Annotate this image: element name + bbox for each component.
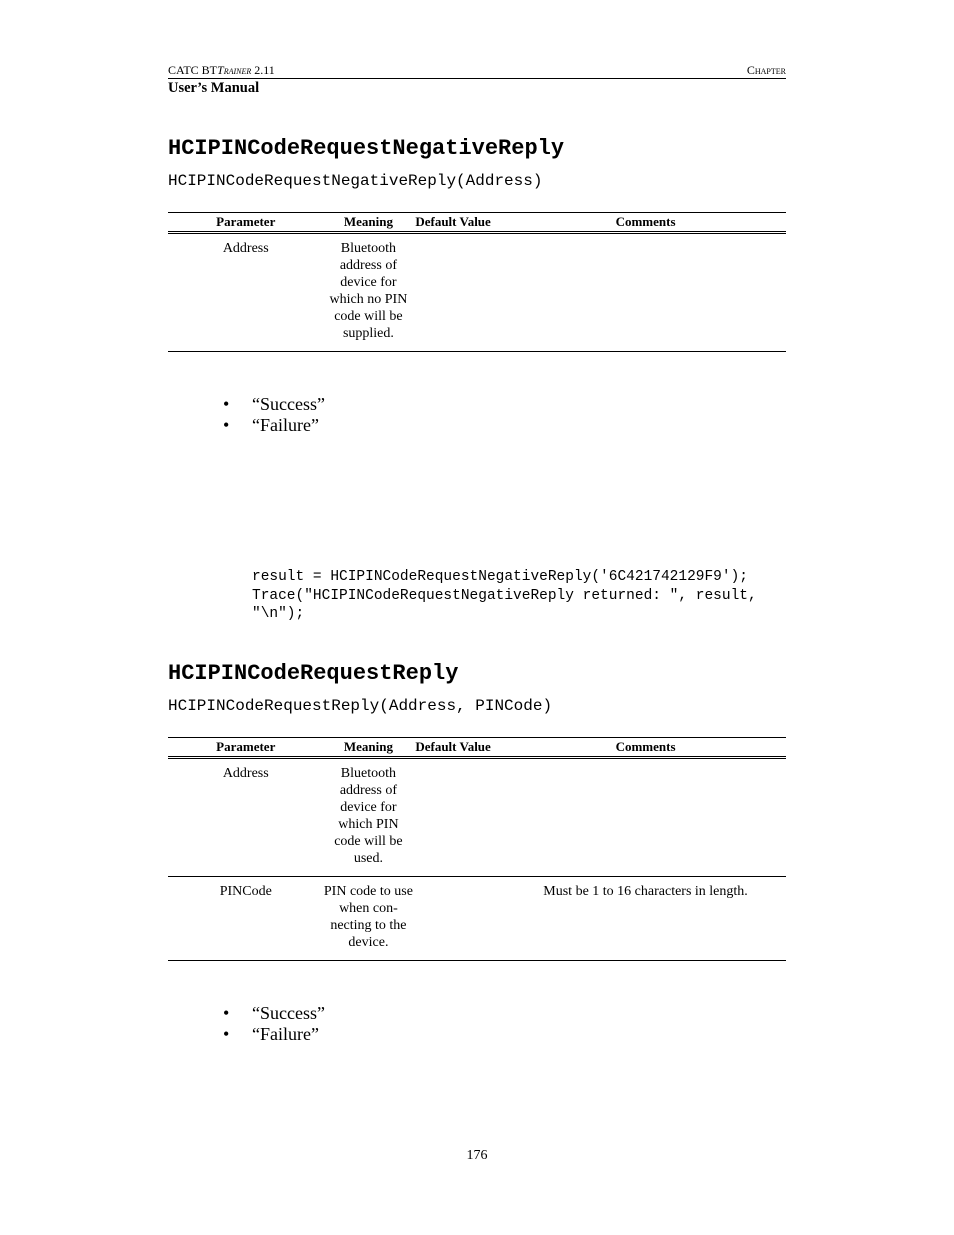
cell-comments — [505, 758, 786, 877]
table-row — [168, 758, 786, 877]
return-value: “Success” — [252, 1003, 325, 1023]
cell-meaning: PIN code to use when con-necting to the device. — [324, 877, 414, 961]
cell-comments: Must be 1 to 16 characters in length. — [505, 877, 786, 961]
bullet-icon: • — [223, 1024, 230, 1044]
header-product — [168, 63, 275, 78]
parameter-table — [168, 212, 786, 352]
header-product-prefix: CATC BT — [168, 63, 218, 77]
cell-parameter: PINCode — [168, 877, 324, 961]
cell-meaning: Bluetooth address of device for which no PIN code will be supplied. — [324, 233, 414, 352]
column-header-comments: Comments — [505, 213, 786, 233]
table-header-row — [168, 738, 786, 758]
return-value: “Success” — [252, 394, 325, 414]
column-header-parameter: Parameter — [168, 213, 324, 233]
parameter-table — [168, 737, 786, 961]
function-signature: HCIPINCodeRequestNegativeReply(Address) — [168, 172, 543, 190]
return-value: “Failure” — [252, 1024, 319, 1044]
function-signature: HCIPINCodeRequestReply(Address, PINCode) — [168, 697, 553, 715]
bullet-icon: • — [223, 415, 230, 435]
list-item — [223, 415, 325, 436]
header-manual: User’s Manual — [168, 80, 260, 96]
cell-meaning: Bluetooth address of device for which PIN code will be used. — [324, 758, 414, 877]
column-header-meaning: Meaning — [324, 738, 414, 758]
cell-default — [413, 877, 505, 961]
bullet-icon: • — [223, 1003, 230, 1023]
cell-default — [413, 233, 505, 352]
header-version: 2.11 — [254, 63, 275, 77]
header-rule — [168, 78, 786, 79]
return-values-list — [223, 1003, 325, 1045]
bullet-icon: • — [223, 394, 230, 414]
page-number: 176 — [466, 1148, 488, 1163]
section-title: HCIPINCodeRequestReply — [168, 661, 459, 686]
table-row — [168, 233, 786, 352]
return-values-list — [223, 394, 325, 436]
table-row — [168, 877, 786, 961]
column-header-comments: Comments — [505, 738, 786, 758]
cell-parameter: Address — [168, 233, 324, 352]
table-header-row — [168, 213, 786, 233]
cell-parameter: Address — [168, 758, 324, 877]
list-item — [223, 1024, 325, 1045]
list-item — [223, 394, 325, 415]
header-chapter: Chapter — [746, 63, 786, 77]
column-header-default-value: Default Value — [413, 213, 505, 233]
header-product-name: Trainer — [217, 63, 252, 77]
list-item — [223, 1003, 325, 1024]
cell-default — [413, 758, 505, 877]
running-header — [168, 60, 786, 78]
section-title: HCIPINCodeRequestNegativeReply — [168, 136, 565, 161]
return-value: “Failure” — [252, 415, 319, 435]
column-header-meaning: Meaning — [324, 213, 414, 233]
column-header-parameter: Parameter — [168, 738, 324, 758]
example-code: result = HCIPINCodeRequestNegativeReply('6C421742129F9'); Trace("HCIPINCodeRequestNegativeReply returned: ", result, "\n"); — [252, 569, 757, 622]
cell-comments — [505, 233, 786, 352]
column-header-default-value: Default Value — [413, 738, 505, 758]
page-content — [168, 60, 786, 1044]
